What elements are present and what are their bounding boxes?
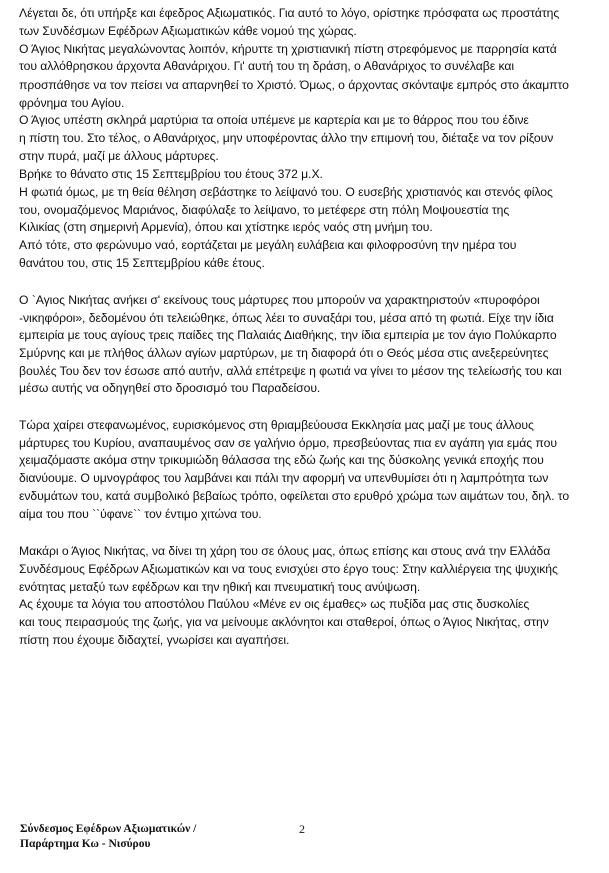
text-line: βουλές Του δεν τον έσωσε από αυτήν, αλλά επέτρεψε η φωτιά να γίνει το μέσον της τελείωσής του και (19, 364, 562, 378)
text-line: και τους πειρασμούς της ζωής, για να μείνουμε ακλόνητοι και σταθεροί, όπως ο Άγιος Νικήτας, στην (19, 615, 549, 629)
text-line: Λέγεται δε, ότι υπήρξε και έφεδρος Αξιωματικός. Για αυτό το λόγο, ορίστηκε πρόσφατα ως προστάτης (19, 6, 560, 20)
text-line: θανάτου του, στις 15 Σεπτεμβρίου κάθε έτους. (19, 256, 265, 270)
page-number: 2 (299, 822, 305, 836)
text-line: στην πυρά, μαζί με άλλους μάρτυρες. (19, 149, 219, 163)
text-line: εμπειρία με τους αγίους τρεις παίδες της Παλαιάς Διαθήκης, την ίδια εμπειρία με τον άγιο Πολύκαρπο (19, 328, 557, 342)
text-line: Βρήκε το θάνατο στις 15 Σεπτεμβρίου του έτους 372 μ.Χ. (19, 167, 323, 181)
text-line: αίμα του που ``ύφανε`` τον έντιμο χιτώνα του. (19, 507, 262, 521)
text-line: μέσω αυτής να οδηγηθεί στο δροσισμό του Παραδείσου. (19, 381, 321, 395)
text-line: Ο Άγιος υπέστη σκληρά μαρτύρια τα οποία υπέμενε με καρτερία και με το θάρρος που του έδινε (19, 113, 529, 127)
text-line: διανύουμε. Ο υμνογράφος του λαμβάνει και πάλι την αφορμή να υπενθυμίσει ότι η λαμπρότητα των (19, 471, 549, 485)
text-line: Μακάρι ο Άγιος Νικήτας, να δίνει τη χάρη του σε όλους μας, όπως επίσης και στους ανά την Ελλάδα (19, 544, 551, 558)
text-line: Ο `Αγιος Νικήτας ανήκει σ' εκείνους τους μάρτυρες που μπορούν να χαρακτηριστούν «πυροφόροι (19, 293, 540, 307)
text-line: Ας έχουμε τα λόγια του αποστόλου Παύλου «Μένε εν οις έμαθες» ως πυξίδα μας στις δυσκολίες (19, 597, 530, 611)
text-line: του αλλόθρησκου άρχοντα Αθανάριχου. Γι' αυτή του τη δράση, ο Αθανάριχος το συνέλαβε και (19, 59, 514, 73)
text-line: ενδυμάτων του, κατά συμβολικό βεβαίως τρόπο, οφείλεται στο ερυθρό χρώμα των αιμάτων του, δηλ. το (19, 489, 570, 503)
text-line: του, ονομαζόμενος Μαριάνος, διαφύλαξε το λείψανο, το μετέφερε στη πόλη Μοψουεστία της (19, 203, 510, 217)
text-line: των Συνδέσμων Εφέδρων Αξιωματικών κάθε νομού της χώρας. (19, 24, 357, 38)
text-line: Από τότε, στο φερώνυμο ναό, εορτάζεται με μεγάλη ευλάβεια και φιλοφροσύνη την ημέρα του (19, 238, 517, 252)
footer-organization-line1: Σύνδεσμος Εφέδρων Αξιωματικών / (20, 823, 197, 835)
text-line: φρόνημα του Αγίου. (19, 96, 125, 110)
text-line: προσπάθησε να τον πείσει να απαρνηθεί το Χριστό. Όμως, ο άρχοντας σκόνταψε εμπρός στο άκαμπτο (19, 78, 569, 92)
text-line: Η φωτιά όμως, με τη θεία θέληση σεβάστηκε το λείψανό του. Ο ευσεβής χριστιανός και στενός φίλος (19, 185, 553, 199)
text-line: Συνδέσμους Εφέδρων Αξιωματικών και να τους ενισχύει στο έργο τους: Στην καλλιέργεια της ψυχικής (19, 562, 558, 576)
text-line: Ο Άγιος Νικήτας μεγαλώνοντας λοιπόν, κήρυττε τη χριστιανική πίστη στρεφόμενος με παρρησία κατά (19, 42, 557, 56)
text-line: μάρτυρες του Κυρίου, αναπαυμένος σαν σε γαλήνιο όρμο, πρεσβεύοντας πια εν αγάπη για εμάς που (19, 436, 557, 450)
text-line: Τώρα χαίρει στεφανωμένος, ευρισκόμενος στη θριαμβεύουσα Εκκλησία μας μαζί με τους άλλους (19, 418, 534, 432)
text-line: χειμαζόμαστε ακόμα στην τρικυμιώδη θάλασσα της εδώ ζωής και της δύσκολης γενικά εποχής που (19, 453, 544, 467)
text-line: Κιλικίας (στη σημερινή Αρμενία), όπου και χτίστηκε ιερός ναός στη μνήμη του. (19, 220, 433, 234)
text-line: Σμύρνης και με πλήθος άλλων αγίων μαρτύρων, με τη διαφορά ότι ο Θεός μέσα στις ανεξερεύνητες (19, 346, 549, 360)
text-line: η πίστη του. Στο τέλος, ο Αθανάριχος, μην υποφέροντας άλλο την επιμονή του, διέταξε να τον ρίξουν (19, 131, 554, 145)
text-line: πίστη που έχουμε διδαχτεί, γνωρίσει και αγαπήσει. (19, 633, 290, 647)
text-line: ενότητας μεταξύ των εφέδρων και την ηθική και πνευματική τους ανύψωση. (19, 580, 421, 594)
text-line: -νικηφόροι», δεδομένου ότι τελειώθηκε, όπως λέει το συναξάρι του, μέσα από τη φωτιά. Είχε την ίδια (19, 311, 554, 325)
footer-organization-line2: Παράρτημα Κω - Νισύρου (20, 838, 151, 850)
